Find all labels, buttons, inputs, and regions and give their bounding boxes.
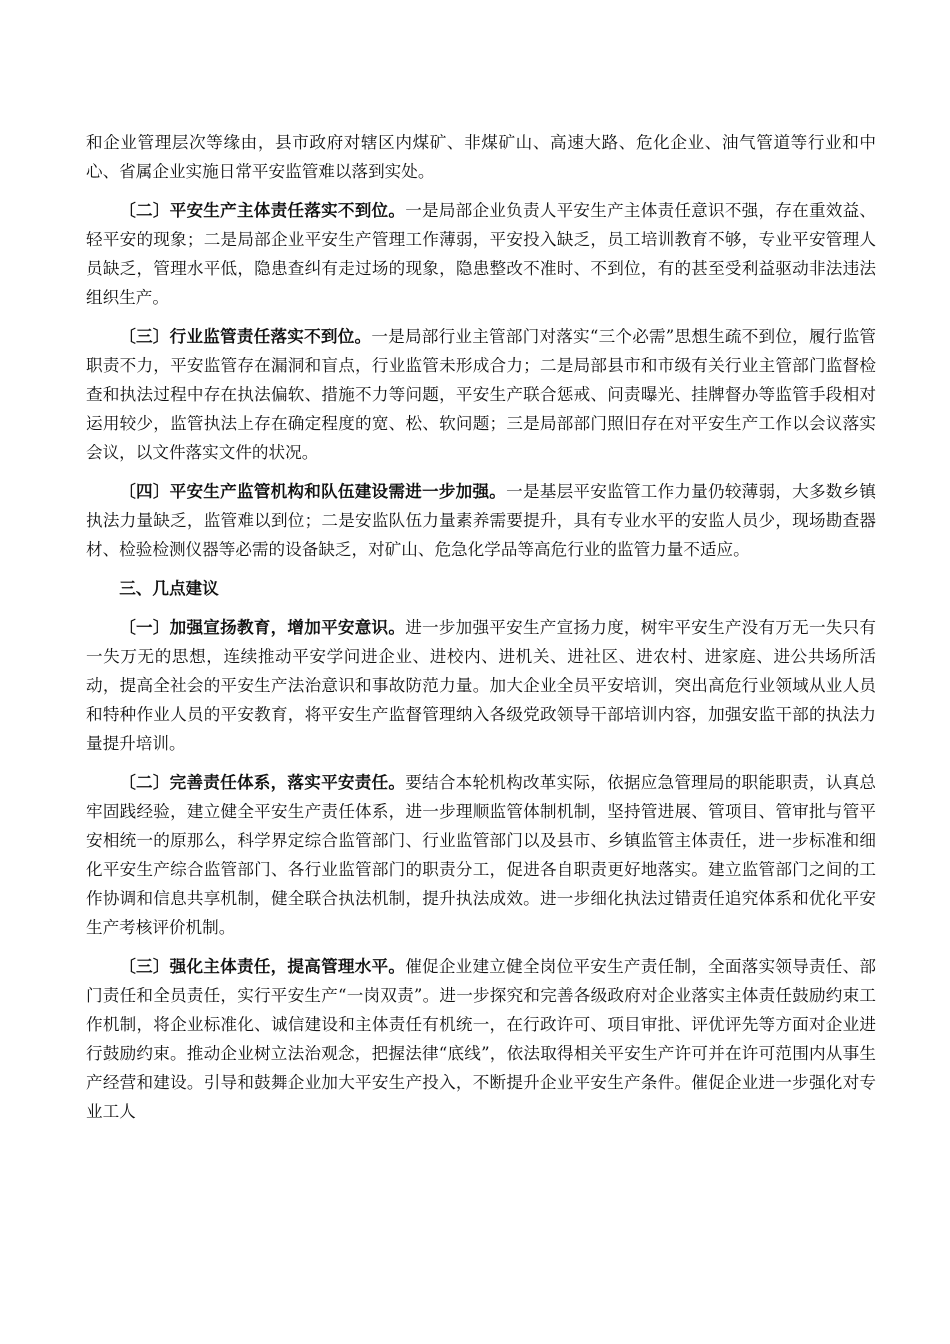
suggestion-body: 进一步加强平安生产宣扬力度，树牢平安生产没有万无一失只有一失万无的思想，连续推动平安学问进企业、进校内、进机关、进社区、进农村、进家庭、进公共场所活动，提高全社会的平安生产法治意识和事故防范力量。加大企业全员平安培训，突出高危行业领域从业人员和特种作业人员的平安教育，将平安生产监督管理纳入各级党政领导干部培训内容，加强安监干部的执法力量提升培训。: [86, 618, 877, 753]
suggestion-body: 催促企业建立健全岗位平安生产责任制，全面落实领导责任、部门责任和全员责任，实行平安生产“一岗双责”。进一步探究和完善各级政府对企业落实主体责任鼓励约束工作机制，将企业标准化、诚信建设和主体责任有机统一，在行政许可、项目审批、评优评先等方面对企业进行鼓励约束。推动企业树立法治观念，把握法律“底线”，依法取得相关平安生产许可并在许可范围内从事生产经营和建设。引导和鼓舞企业加大平安生产投入，不断提升企业平安生产条件。催促企业进一步强化对专业工人: [86, 957, 877, 1121]
paragraph-body: 和企业管理层次等缘由，县市政府对辖区内煤矿、非煤矿山、高速大路、危化企业、油气管道等行业和中心、省属企业实施日常平安监管难以落到实处。: [86, 133, 876, 181]
section-title: 三、几点建议: [119, 578, 219, 598]
paragraph-team-building: [86, 477, 876, 564]
suggestion-heading: 〔三〕强化主体责任，提高管理水平。: [119, 956, 406, 976]
suggestion-body: 要结合本轮机构改革实际，依据应急管理局的职能职责，认真总牢固践经验，建立健全平安生产责任体系，进一步理顺监管体制机制，坚持管进展、管项目、管审批与管平安相统一的原那么，科学界定综合监管部门、行业监管部门以及县市、乡镇监管主体责任，进一步标准和细化平安生产综合监管部门、各行业监管部门的职责分工，促进各自职责更好地落实。建立监管部门之间的工作协调和信息共享机制，健全联合执法机制，提升执法成效。进一步细化执法过错责任追究体系和优化平安生产考核评价机制。: [86, 773, 877, 937]
paragraph-heading: 〔四〕平安生产监管机构和队伍建设需进一步加强。: [119, 481, 507, 501]
paragraph-continued: [86, 128, 876, 186]
suggestion-education: [86, 613, 876, 758]
document-page: [86, 128, 876, 1136]
paragraph-body: 一是基层平安监管工作力量仍较薄弱，大多数乡镇执法力量缺乏，监管难以到位；二是安监队伍力量素养需要提升，具有专业水平的安监人员少，现场勘查器材、检验检测仪器等必需的设备缺乏，对矿山、危急化学品等高危行业的监管力量不适应。: [86, 482, 877, 559]
paragraph-industry-supervision: [86, 322, 876, 467]
suggestion-main-responsibility: [86, 952, 876, 1126]
paragraph-responsibility: [86, 196, 876, 312]
paragraph-heading: 〔三〕行业监管责任落实不到位。: [119, 326, 372, 346]
suggestion-heading: 〔一〕加强宣扬教育，增加平安意识。: [119, 617, 406, 637]
paragraph-body: 一是局部企业负责人平安生产主体责任意识不强，存在重效益、轻平安的现象；二是局部企业平安生产管理工作薄弱，平安投入缺乏，员工培训教育不够，专业平安管理人员缺乏，管理水平低，隐患查纠有走过场的现象，隐患整改不准时、不到位，有的甚至受利益驱动非法违法组织生产。: [86, 201, 877, 307]
paragraph-body: 一是局部行业主管部门对落实“三个必需”思想生疏不到位，履行监管职责不力，平安监管存在漏洞和盲点，行业监管未形成合力；二是局部县市和市级有关行业主管部门监督检查和执法过程中存在执法偏软、措施不力等问题，平安生产联合惩戒、问责曝光、挂牌督办等监管手段相对运用较少，监管执法上存在确定程度的宽、松、软问题；三是局部部门照旧存在对平安生产工作以会议落实会议，以文件落实文件的状况。: [86, 327, 877, 462]
paragraph-heading: 〔二〕平安生产主体责任落实不到位。: [119, 200, 406, 220]
suggestion-heading: 〔二〕完善责任体系，落实平安责任。: [119, 772, 406, 792]
suggestion-responsibility-system: [86, 768, 876, 942]
